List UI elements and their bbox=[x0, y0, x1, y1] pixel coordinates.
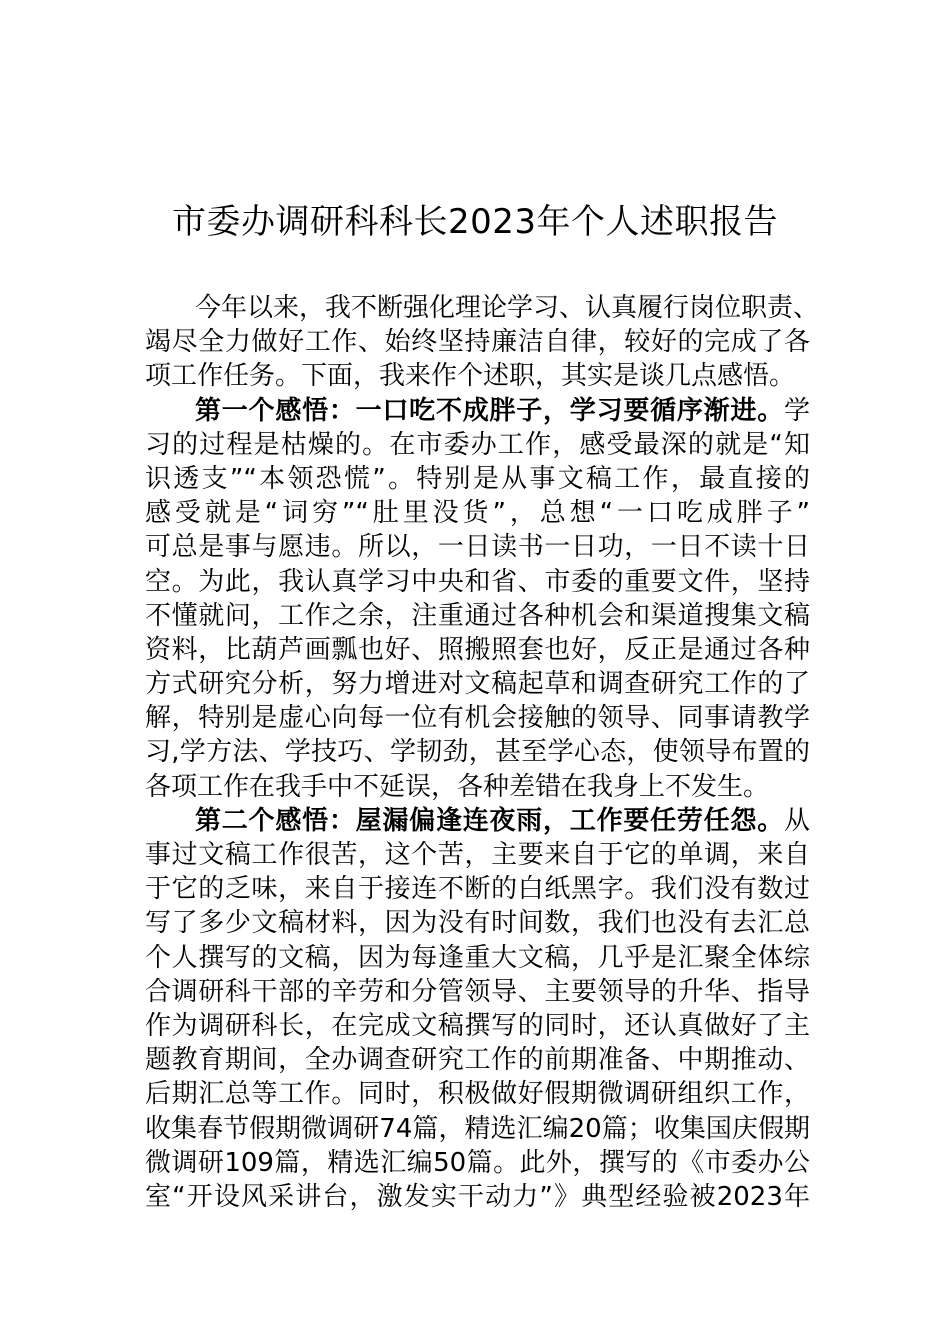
paragraph-2-line-3: 识透支”“本领恐慌”。特别是从事文稿工作，最直接的 bbox=[145, 463, 810, 494]
paragraph-3-line-9: 后期汇总等工作。同时，积极做好假期微调研组织工作， bbox=[145, 1079, 810, 1110]
body-text bbox=[145, 291, 820, 1214]
page-title: 市委办调研科科长2023年个人述职报告 bbox=[171, 202, 779, 242]
paragraph-1-line-3: 项工作任务。下面，我来作个述职，其实是谈几点感悟。 bbox=[145, 361, 796, 392]
paragraph-2-line-7: 不懂就问，工作之余，注重通过各种机会和渠道搜集文稿 bbox=[145, 600, 810, 631]
paragraph-1-line-2: 竭尽全力做好工作、始终坚持廉洁自律，较好的完成了各 bbox=[145, 327, 810, 358]
paragraph-3-line-11: 微调研109篇，精选汇编50篇。此外，撰写的《市委办公 bbox=[145, 1147, 810, 1178]
paragraph-3-line-3: 于它的乏味，来自于接连不断的白纸黑字。我们没有数过 bbox=[145, 874, 810, 905]
paragraph-3-line-12: 室“开设风采讲台，激发实干动力”》典型经验被2023年 bbox=[145, 1181, 810, 1212]
paragraph-3-heading: 第二个感悟：屋漏偏逢连夜雨，工作要任劳任怨。 bbox=[195, 805, 784, 836]
paragraph-3-line-4: 写了多少文稿材料，因为没有时间数，我们也没有去汇总 bbox=[145, 908, 810, 939]
paragraph-1-line-1: 今年以来，我不断强化理论学习、认真履行岗位职责、 bbox=[195, 293, 820, 323]
paragraph-3-line-5: 个人撰写的文稿，因为每逢重大文稿，几乎是汇聚全体综 bbox=[145, 942, 810, 973]
paragraph-2-line-2: 习的过程是枯燥的。在市委办工作，感受最深的就是“知 bbox=[145, 429, 810, 460]
paragraph-3-line-7: 作为调研科长，在完成文稿撰写的同时，还认真做好了主 bbox=[145, 1010, 810, 1041]
paragraph-2-line-10: 解，特别是虚心向每一位有机会接触的领导、同事请教学 bbox=[145, 703, 810, 734]
paragraph-3-line-2: 事过文稿工作很苦，这个苦，主要来自于它的单调，来自 bbox=[145, 840, 810, 870]
paragraph-3-line-8: 题教育期间，全办调查研究工作的前期准备、中期推动、 bbox=[145, 1045, 810, 1076]
paragraph-2-line-8: 资料，比葫芦画瓢也好、照搬照套也好，反正是通过各种 bbox=[145, 634, 810, 665]
paragraph-2-heading: 第一个感悟：一口吃不成胖子，学习要循序渐进。 bbox=[195, 395, 784, 426]
paragraph-2-line-5: 可总是事与愿违。所以，一日读书一日功，一日不读十日 bbox=[145, 532, 810, 563]
paragraph-3-heading-tail: 从 bbox=[783, 805, 810, 836]
paragraph-2-line-9: 方式研究分析，努力增进对文稿起草和调查研究工作的了 bbox=[145, 669, 810, 700]
paragraph-2-line-1 bbox=[145, 394, 810, 428]
paragraph-3-line-6: 合调研科干部的辛劳和分管领导、主要领导的升华、指导 bbox=[145, 976, 810, 1007]
paragraph-2-line-4: 感受就是“词穷”“肚里没货”，总想“一口吃成胖子” bbox=[145, 498, 810, 529]
paragraph-3-line-1 bbox=[145, 804, 810, 838]
paragraph-2-line-12: 各项工作在我手中不延误，各种差错在我身上不发生。 bbox=[145, 771, 770, 802]
paragraph-3-line-10: 收集春节假期微调研74篇，精选汇编20篇；收集国庆假期 bbox=[145, 1113, 810, 1144]
paragraph-2-heading-tail: 学 bbox=[783, 395, 810, 426]
paragraph-2-line-11: 习,学方法、学技巧、学韧劲，甚至学心态，使领导布置的 bbox=[145, 737, 810, 768]
paragraph-2-line-6: 空。为此，我认真学习中央和省、市委的重要文件，坚持 bbox=[145, 566, 810, 597]
